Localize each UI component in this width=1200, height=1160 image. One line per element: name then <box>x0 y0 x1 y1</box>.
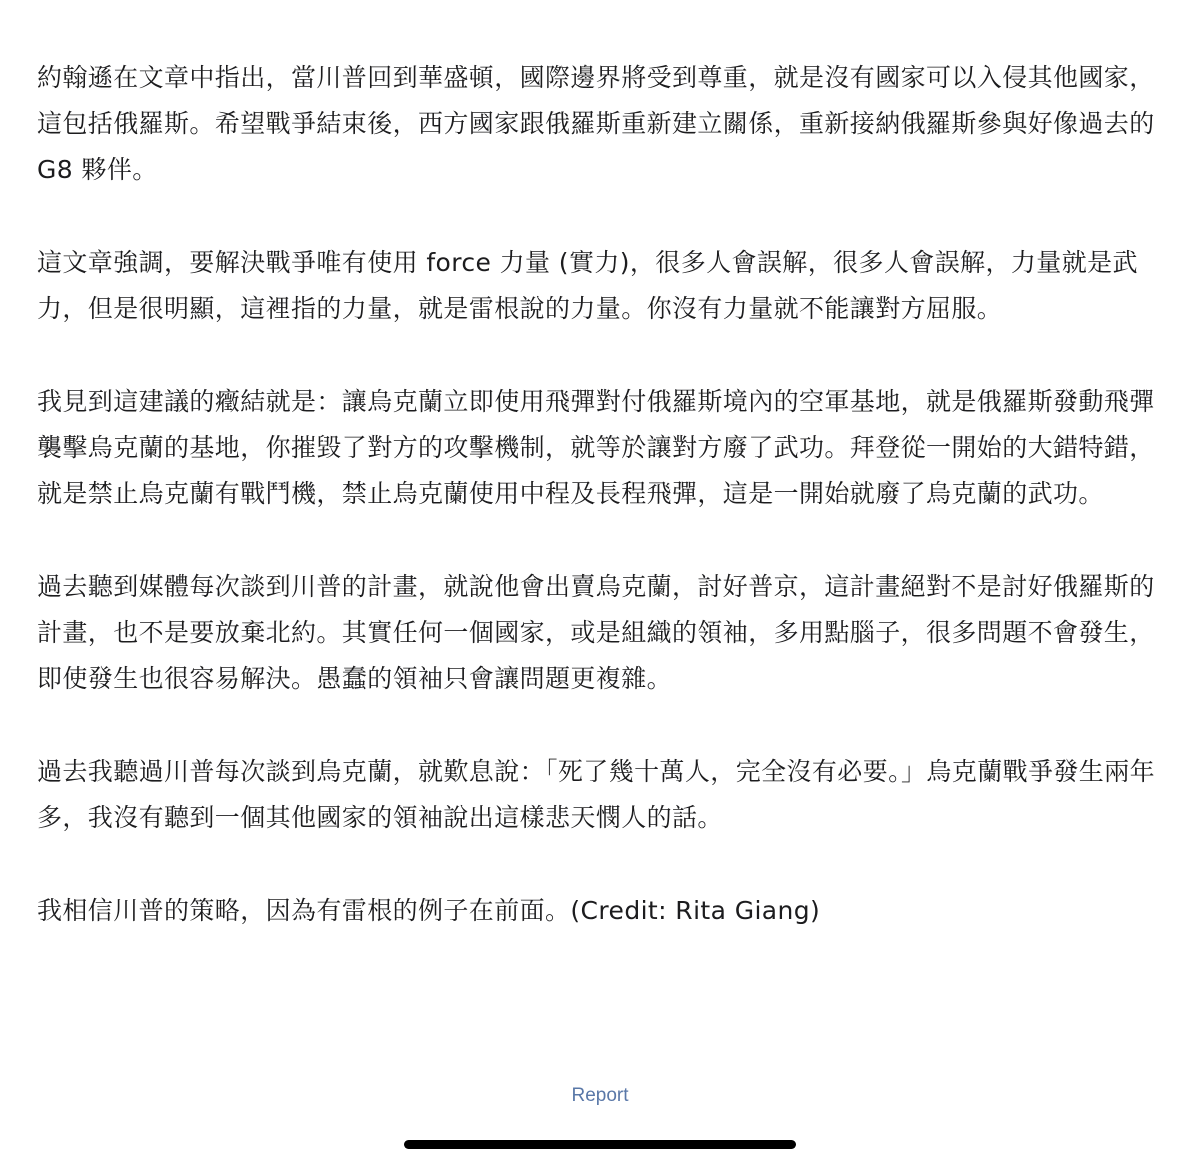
article-paragraph-1: 約翰遜在文章中指出，當川普回到華盛頓，國際邊界將受到尊重，就是沒有國家可以入侵其他國家，這包括俄羅斯。希望戰爭結束後，西方國家跟俄羅斯重新建立關係，重新接納俄羅斯參與好像過去的G8 夥伴。 <box>37 63 1155 184</box>
home-indicator-bar[interactable] <box>404 1140 796 1149</box>
article-paragraph-5: 過去我聽過川普每次談到烏克蘭，就歎息說：「死了幾十萬人，完全沒有必要。」烏克蘭戰爭發生兩年多，我沒有聽到一個其他國家的領袖說出這樣悲天憫人的話。 <box>37 757 1156 832</box>
article-paragraph-6: 我相信川普的策略，因為有雷根的例子在前面。(Credit: Rita Giang) <box>37 896 821 925</box>
article-body <box>37 55 1163 934</box>
article-paragraph-2: 這文章強調，要解決戰爭唯有使用 force 力量 (實力)，很多人會誤解，很多人會誤解，力量就是武力，但是很明顯，這裡指的力量，就是雷根說的力量。你沒有力量就不能讓對方屈服。 <box>37 248 1138 323</box>
report-link[interactable]: Report <box>571 1085 629 1106</box>
article-paragraph-3: 我見到這建議的癥結就是：讓烏克蘭立即使用飛彈對付俄羅斯境內的空軍基地，就是俄羅斯發動飛彈襲擊烏克蘭的基地，你摧毀了對方的攻擊機制，就等於讓對方廢了武功。拜登從一開始的大錯特錯，就是禁止烏克蘭有戰鬥機，禁止烏克蘭使用中程及長程飛彈，這是一開始就廢了烏克蘭的武功。 <box>37 387 1155 508</box>
article-paragraph-4: 過去聽到媒體每次談到川普的計畫，就說他會出賣烏克蘭，討好普京，這計畫絕對不是討好俄羅斯的計畫，也不是要放棄北約。其實任何一個國家，或是組織的領袖，多用點腦子，很多問題不會發生，即使發生也很容易解決。愚蠢的領袖只會讓問題更複雜。 <box>37 572 1155 693</box>
